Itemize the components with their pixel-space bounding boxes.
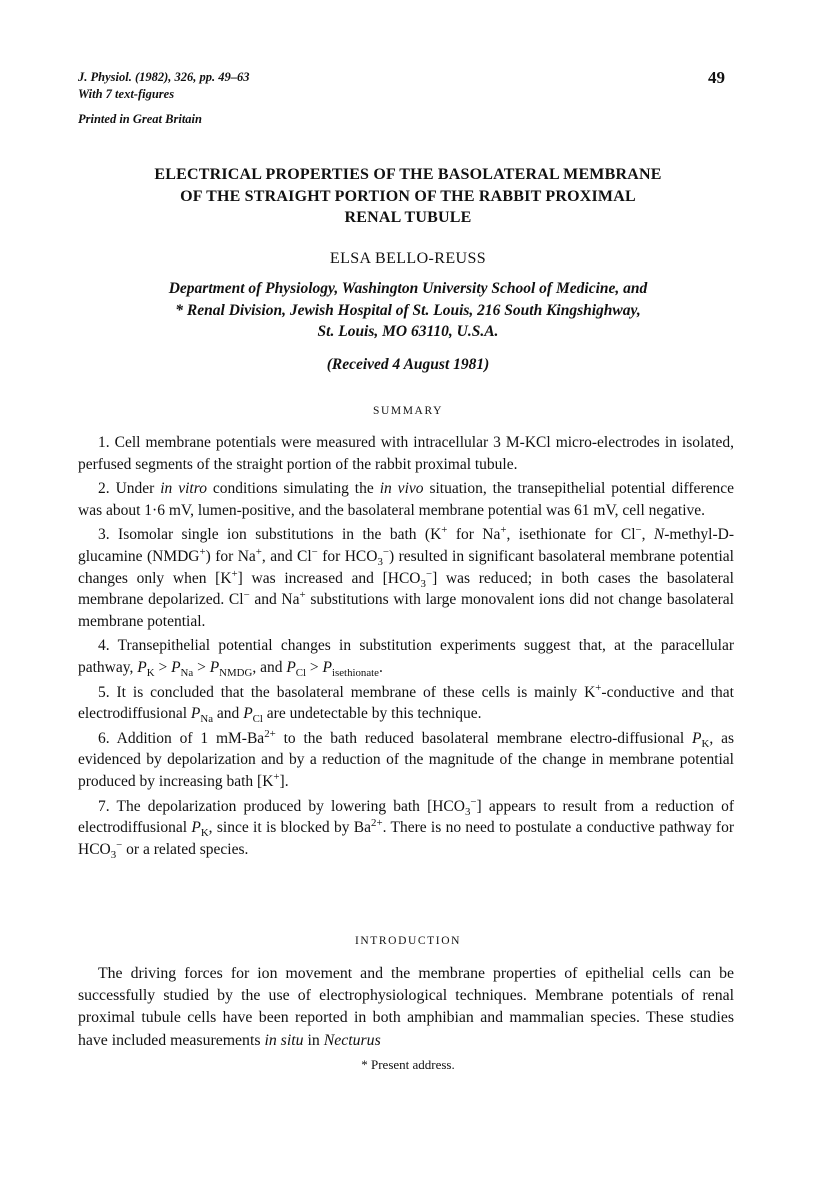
introduction-heading: INTRODUCTION: [354, 935, 462, 947]
author-name: ELSA BELLO-REUSS: [329, 250, 487, 267]
affiliation-line: * Renal Division, Jewish Hospital of St. Louis, 216 South Kingshighway,: [175, 301, 641, 319]
introduction-section: [78, 963, 734, 1052]
summary-point-5: 5. It is concluded that the basolateral membrane of these cells is mainly K+-conductive and that electrodiffusional $P_{Na}$ and $P_{Cl}$ are undetectable by this technique.: [78, 681, 734, 726]
title-line: OF THE STRAIGHT PORTION OF THE RABBIT PROXIMAL: [180, 187, 636, 205]
affiliation: [80, 278, 736, 343]
article-title: [100, 164, 716, 229]
received-date: (Received 4 August 1981): [326, 356, 490, 373]
summary-point-3: 3. Isomolar single ion substitutions in the bath (K+ for Na+, isethionate for Cl−, N-methyl-D-glucamine (NMDG+) for Na+, and Cl− for $HCO_3^-$) resulted in significant basolateral membrane potential changes only when [K+] was increased and $[HCO_3^-]$ was reduced; in both cases the basolateral membrane depolarized. Cl− and Na+ substitutions with large monovalent ions did not change basolateral membrane potential.: [78, 524, 734, 630]
introduction-paragraph: The driving forces for ion movement and the membrane properties of epithelial cells can be successfully studied by the use of electrophysiological techniques. Membrane potentials of renal proximal tubule cells have been reported in both amphibian and mammalian species. These studies have included measurements in situ in Necturus: [78, 965, 734, 1049]
summary-point-7: 7. The depolarization produced by lowering bath $[HCO_3^-]$ appears to result from a reduction of electrodiffusional $P_K$, since it is blocked by $Ba^{2+}$. There is no need to postulate a conductive pathway for $HCO_3^-$ or a related species.: [78, 795, 734, 861]
summary-point-6: 6. Addition of 1 $mM-Ba^{2+}$ to the bath reduced basolateral membrane electro-diffusional $P_K$, as evidenced by depolarization and by a reduction of the magnitude of the change in membrane potential produced by increasing bath [K+].: [78, 727, 734, 790]
title-line: ELECTRICAL PROPERTIES OF THE BASOLATERAL MEMBRANE: [154, 166, 662, 183]
affiliation-line: Department of Physiology, Washington University School of Medicine, and: [168, 280, 648, 297]
summary-point-4: 4. Transepithelial potential changes in substitution experiments suggest that, at the paracellular pathway, $P_K > P_{Na} > P_{NMDG}$, and $P_{Cl} > P_{isethionate}$.: [78, 637, 734, 680]
footnote: * Present address.: [361, 1057, 455, 1072]
affiliation-line: St. Louis, MO 63110, U.S.A.: [317, 323, 499, 340]
figure-count: With 7 text-figures: [78, 87, 175, 101]
summary-section: [78, 432, 734, 863]
journal-citation: J. Physiol. (1982), 326, pp. 49–63: [78, 70, 250, 84]
page-number: 49: [708, 68, 725, 87]
summary-point-2: 2. Under in vitro conditions simulating the in vivo situation, the transepithelial potential difference was about 1·6 mV, lumen-positive, and the basolateral membrane potential was 61 mV, cell negative.: [78, 480, 734, 519]
summary-point-1: 1. Cell membrane potentials were measured with intracellular 3 M-KCl micro-electrodes in isolated, perfused segments of the straight portion of the rabbit proximal tubule.: [78, 434, 734, 473]
title-line: RENAL TUBULE: [344, 209, 472, 226]
summary-heading: SUMMARY: [373, 405, 443, 417]
printed-in: Printed in Great Britain: [78, 112, 202, 126]
